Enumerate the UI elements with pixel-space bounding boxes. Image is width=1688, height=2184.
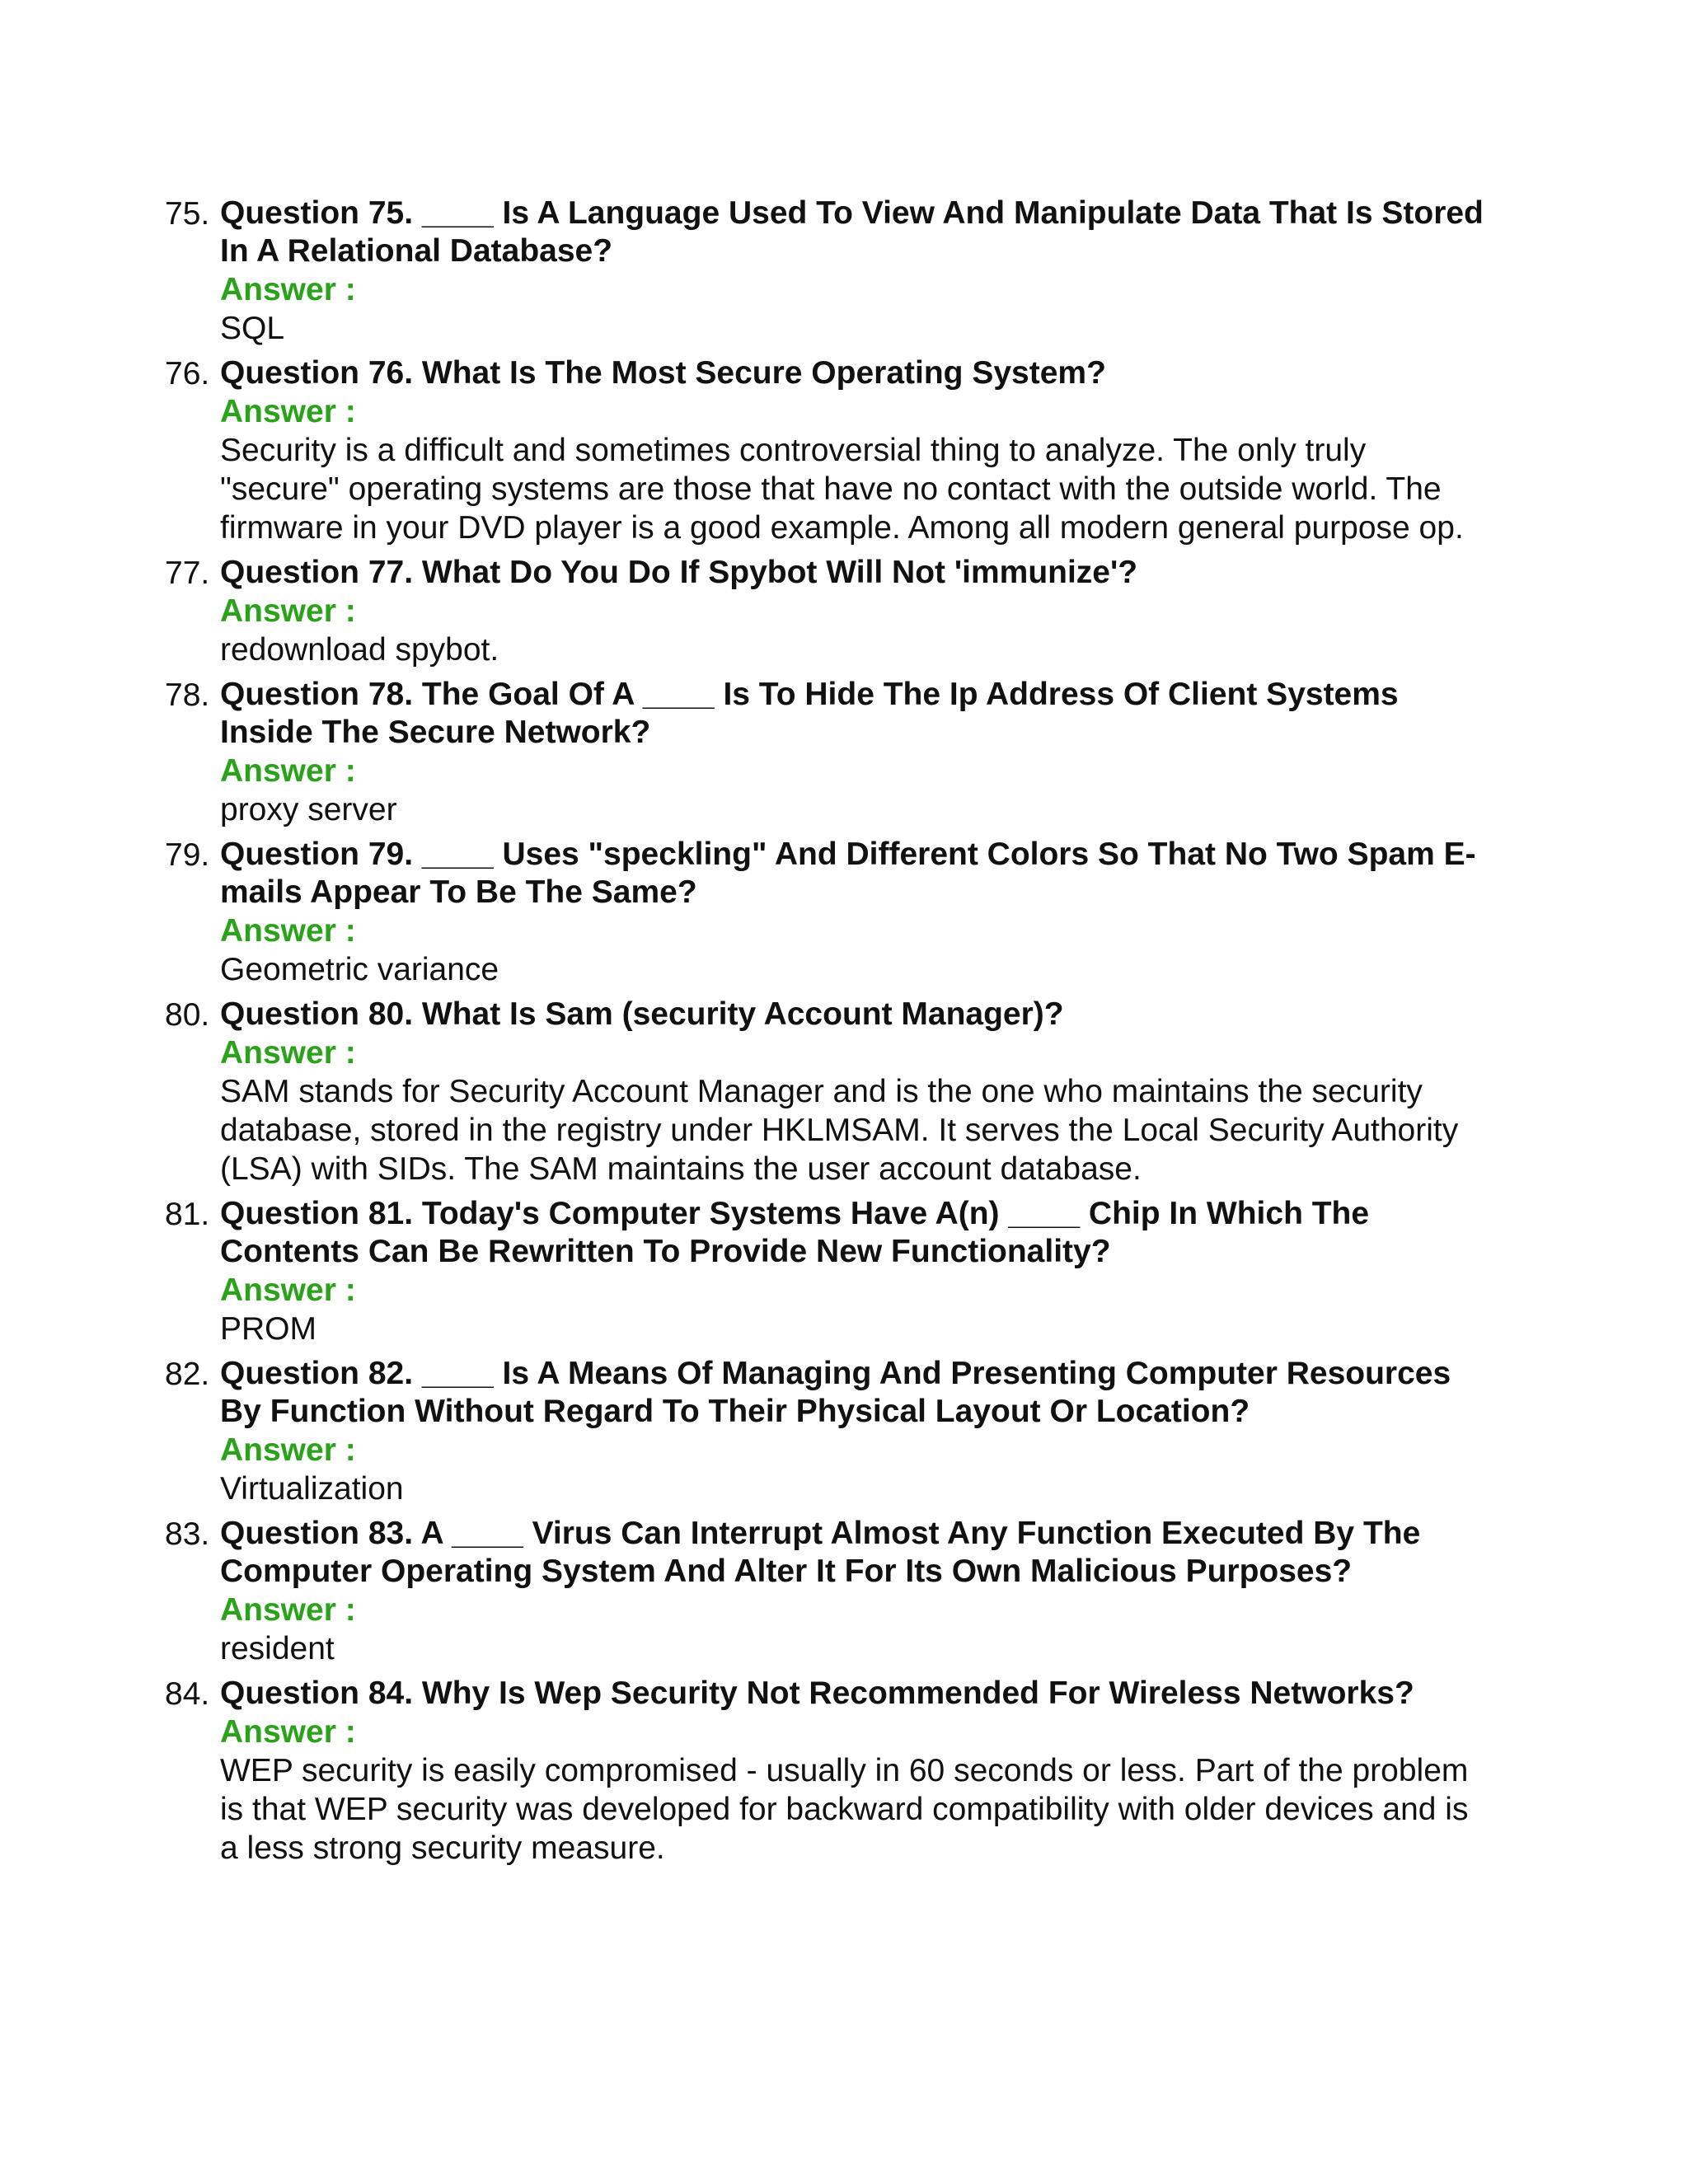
answer-text: SQL	[220, 311, 285, 346]
question-body	[220, 354, 1484, 554]
question-number: 77.	[165, 555, 210, 591]
question-body	[220, 996, 1484, 1195]
answer-text: SAM stands for Security Account Manager and is the one who maintains the security database, stored in the registry under HKLMSAM. It serves the Local Security Authority (LSA) with SIDs. The SAM maintains the user account database.	[220, 1074, 1459, 1187]
answer-label: Answer :	[220, 1432, 356, 1468]
answer-text: Geometric variance	[220, 952, 499, 987]
question-number: 84.	[165, 1676, 210, 1712]
answer-label: Answer :	[220, 1272, 356, 1308]
question-number: 81.	[165, 1197, 210, 1232]
question-list	[165, 194, 1484, 1874]
question-item	[165, 194, 1484, 354]
question-item	[165, 836, 1484, 996]
answer-label: Answer :	[220, 1592, 356, 1628]
question-text: Question 80. What Is Sam (security Account Manager)?	[220, 996, 1064, 1032]
answer-label: Answer :	[220, 1035, 356, 1071]
answer-text: proxy server	[220, 792, 397, 827]
answer-label: Answer :	[220, 593, 356, 629]
question-body	[220, 1355, 1484, 1515]
answer-text: Security is a difficult and sometimes controversial thing to analyze. The only truly "secure" operating systems are those that have no contact with the outside world. The firmware in your DVD player is a good example. Among all modern general purpose op.	[220, 433, 1464, 546]
question-body	[220, 676, 1484, 836]
question-body	[220, 554, 1484, 676]
question-number: 79.	[165, 837, 210, 873]
answer-label: Answer :	[220, 394, 356, 429]
question-body	[220, 1515, 1484, 1675]
answer-text: PROM	[220, 1311, 316, 1347]
answer-text: redownload spybot.	[220, 632, 499, 668]
question-text: Question 81. Today's Computer Systems Have A(n) ____ Chip In Which The Contents Can Be Rewritten To Provide New Functionality?	[220, 1196, 1370, 1269]
question-item	[165, 1355, 1484, 1515]
question-body	[220, 194, 1484, 354]
answer-label: Answer :	[220, 1714, 356, 1750]
question-item	[165, 554, 1484, 676]
question-text: Question 78. The Goal Of A ____ Is To Hide The Ip Address Of Client Systems Inside The Secure Network?	[220, 677, 1399, 750]
question-item	[165, 1515, 1484, 1675]
question-body	[220, 836, 1484, 996]
question-text: Question 83. A ____ Virus Can Interrupt Almost Any Function Executed By The Computer Operating System And Alter It For Its Own Malicious Purposes?	[220, 1516, 1421, 1589]
question-number: 82.	[165, 1357, 210, 1392]
answer-label: Answer :	[220, 753, 356, 789]
question-text: Question 75. ____ Is A Language Used To View And Manipulate Data That Is Stored In A Relational Database?	[220, 195, 1484, 269]
question-text: Question 84. Why Is Wep Security Not Recommended For Wireless Networks?	[220, 1675, 1414, 1711]
question-text: Question 82. ____ Is A Means Of Managing And Presenting Computer Resources By Function Without Regard To Their Physical Layout Or Location?	[220, 1356, 1451, 1429]
answer-text: Virtualization	[220, 1471, 404, 1507]
answer-label: Answer :	[220, 272, 356, 307]
question-item	[165, 354, 1484, 554]
question-number: 83.	[165, 1516, 210, 1552]
question-number: 76.	[165, 356, 210, 391]
question-body	[220, 1675, 1484, 1874]
question-text: Question 76. What Is The Most Secure Operating System?	[220, 355, 1106, 391]
question-text: Question 79. ____ Uses "speckling" And Different Colors So That No Two Spam E-mails Appear To Be The Same?	[220, 837, 1476, 910]
question-number: 80.	[165, 997, 210, 1033]
question-text: Question 77. What Do You Do If Spybot Will Not 'immunize'?	[220, 555, 1138, 590]
answer-text: WEP security is easily compromised - usually in 60 seconds or less. Part of the problem is that WEP security was developed for backward compatibility with older devices and is a less strong security measure.	[220, 1753, 1469, 1866]
question-body	[220, 1195, 1484, 1355]
question-item	[165, 996, 1484, 1195]
answer-label: Answer :	[220, 913, 356, 949]
question-item	[165, 676, 1484, 836]
question-number: 75.	[165, 196, 210, 232]
question-item	[165, 1195, 1484, 1355]
question-number: 78.	[165, 677, 210, 713]
answer-text: resident	[220, 1631, 335, 1666]
question-item	[165, 1675, 1484, 1874]
